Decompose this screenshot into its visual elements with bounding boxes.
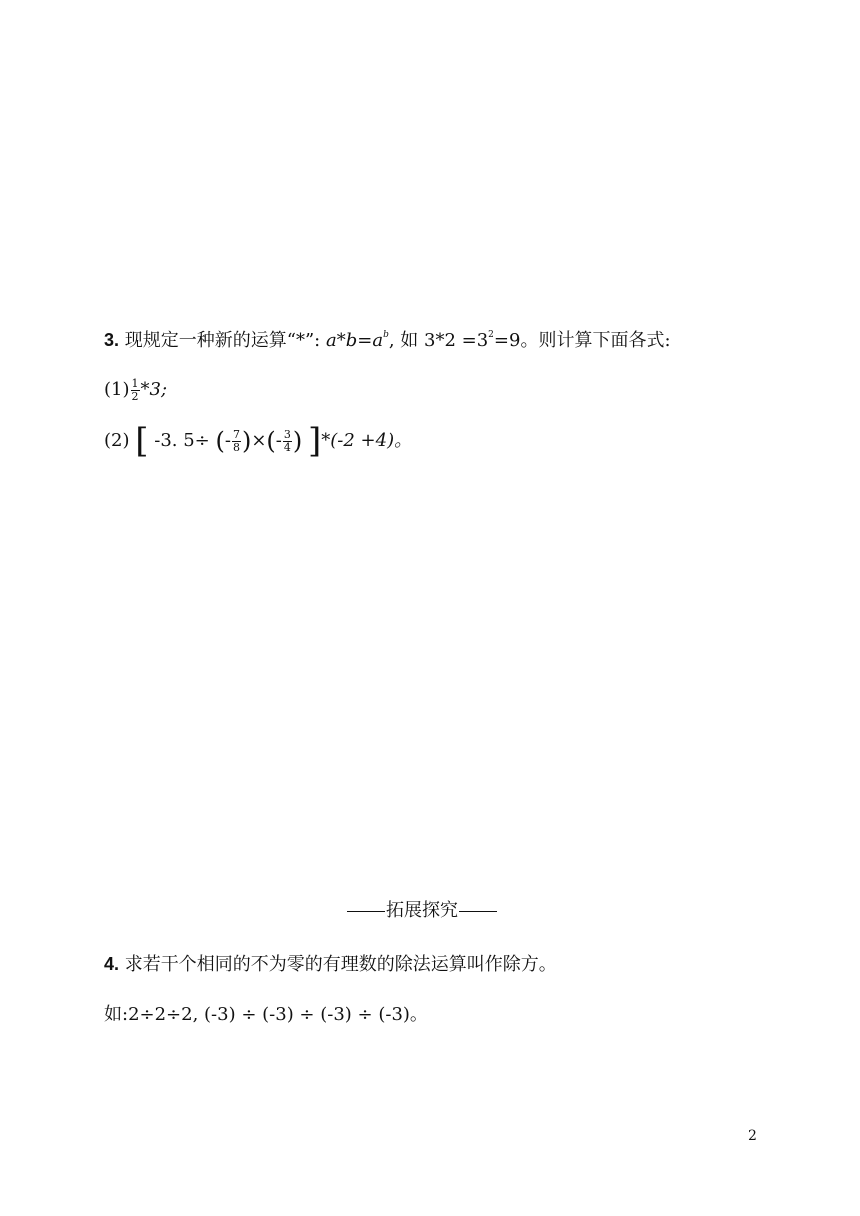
example-end: =9。则计算下面各式: [493, 330, 671, 351]
example-star: * [435, 330, 445, 351]
right-bracket: ] [308, 421, 322, 461]
q3-intro: 现规定一种新的运算“ [124, 330, 296, 351]
example-mid: 2 =3 [444, 330, 489, 351]
q3-part1 [104, 378, 167, 402]
frac-numerator: 3 [283, 427, 291, 441]
q3-number: 3. [104, 330, 120, 350]
frac-denominator: 2 [131, 389, 139, 403]
section-heading [346, 902, 498, 920]
def-eq: = [357, 330, 373, 351]
q3-line [104, 331, 671, 350]
q4-example-text: 如:2÷2÷2, (-3) ÷ (-3) ÷ (-3) ÷ (-3)。 [104, 1004, 428, 1025]
fraction-seven-eighths [232, 429, 241, 453]
example-pre: , 如 3 [388, 330, 436, 351]
paren-close: ) [292, 427, 303, 455]
section-title: 拓展探究 [386, 900, 458, 921]
left-bracket: [ [135, 421, 149, 461]
paren-open: ( [266, 427, 276, 455]
times-sign: × [251, 430, 267, 451]
part2-tail: *(-2 +4)。 [321, 430, 413, 451]
q3-intro-end: ”: [304, 330, 321, 351]
def-a2: a [372, 330, 384, 351]
paren-close: ) [241, 427, 252, 455]
def-a: a [325, 330, 337, 351]
part2-a: -3. 5÷ [154, 430, 210, 451]
part2-label: (2) [104, 430, 130, 451]
page-number: 2 [748, 1128, 757, 1144]
q4-line [104, 955, 557, 974]
divider-right [459, 911, 497, 912]
example-exponent: 2 [488, 330, 494, 340]
q4-text: 求若干个相同的不为零的有理数的除法运算叫作除方。 [124, 954, 557, 975]
def-exponent: b [383, 330, 389, 340]
fraction-one-half [131, 378, 140, 402]
frac-numerator: 1 [131, 377, 139, 390]
def-star: * [336, 330, 346, 351]
frac-numerator: 7 [232, 427, 240, 441]
q4-number: 4. [104, 954, 120, 974]
frac-denominator: 8 [232, 440, 240, 454]
divider-left [347, 911, 385, 912]
paren-open: ( [215, 427, 225, 455]
q3-operator: * [295, 330, 305, 351]
part1-label: (1) [104, 379, 130, 401]
part1-rest: *3; [140, 379, 168, 401]
def-b: b [345, 330, 358, 351]
fraction-three-quarters [283, 429, 292, 453]
q3-part2: (2) [ -3. 5÷ (- $\frac{7}{8}$ )×(- $\frac{3}{4}$ ) ]*(-2 +4)。 [104, 421, 413, 461]
q4-example [104, 1006, 428, 1024]
frac-denominator: 4 [283, 440, 291, 454]
